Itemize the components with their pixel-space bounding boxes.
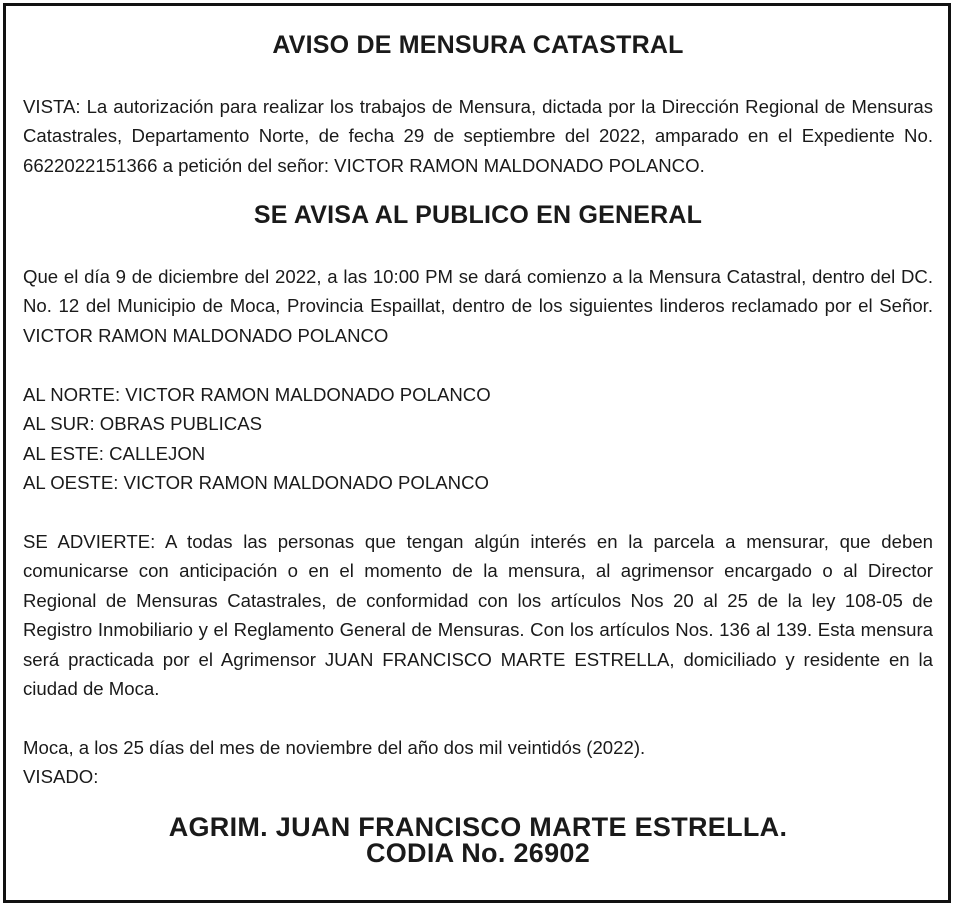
boundary-east: AL ESTE: CALLEJON <box>23 443 206 464</box>
boundary-north: AL NORTE: VICTOR RAMON MALDONADO POLANCO <box>23 384 491 405</box>
notice-frame <box>3 3 951 903</box>
notice-title: AVISO DE MENSURA CATASTRAL <box>272 31 684 59</box>
signatory-name: AGRIM. JUAN FRANCISCO MARTE ESTRELLA. <box>168 812 788 842</box>
boundary-west: AL OESTE: VICTOR RAMON MALDONADO POLANCO <box>23 472 489 493</box>
boundary-south: AL SUR: OBRAS PUBLICAS <box>23 413 263 434</box>
signatory-codia: CODIA No. 26902 <box>365 838 591 868</box>
vista-paragraph: VISTA: La autorización para realizar los trabajos de Mensura, dictada por la Dirección Regional de Mensuras Catastrales, Departamento Norte, de fecha 29 de septiembre del 2022, amparado en el Expediente No. 6622022151366 a petición del señor: VICTOR RAMON MALDONADO POLANCO. <box>23 96 933 176</box>
visado-label: VISADO: <box>23 766 99 787</box>
notice-subtitle: SE AVISA AL PUBLICO EN GENERAL <box>253 201 703 229</box>
intro-paragraph: Que el día 9 de diciembre del 2022, a las 10:00 PM se dará comienzo a la Mensura Catastral, dentro del DC. No. 12 del Municipio de Moca, Provincia Espaillat, dentro de los siguientes linderos reclamado por el Señor. VICTOR RAMON MALDONADO POLANCO <box>23 266 933 346</box>
date-line: Moca, a los 25 días del mes de noviembre del año dos mil veintidós (2022). <box>23 737 646 758</box>
warning-paragraph: SE ADVIERTE: A todas las personas que tengan algún interés en la parcela a mensurar, que deben comunicarse con anticipación o en el momento de la mensura, al agrimensor encargado o al Director Regional de Mensuras Catastrales, de conformidad con los artículos Nos 20 al 25 de la ley 108-05 de Registro Inmobiliario y el Reglamento General de Mensuras. Con los artículos Nos. 136 al 139. Esta mensura será practicada por el Agrimensor JUAN FRANCISCO MARTE ESTRELLA, domiciliado y residente en la ciudad de Moca. <box>23 531 933 700</box>
